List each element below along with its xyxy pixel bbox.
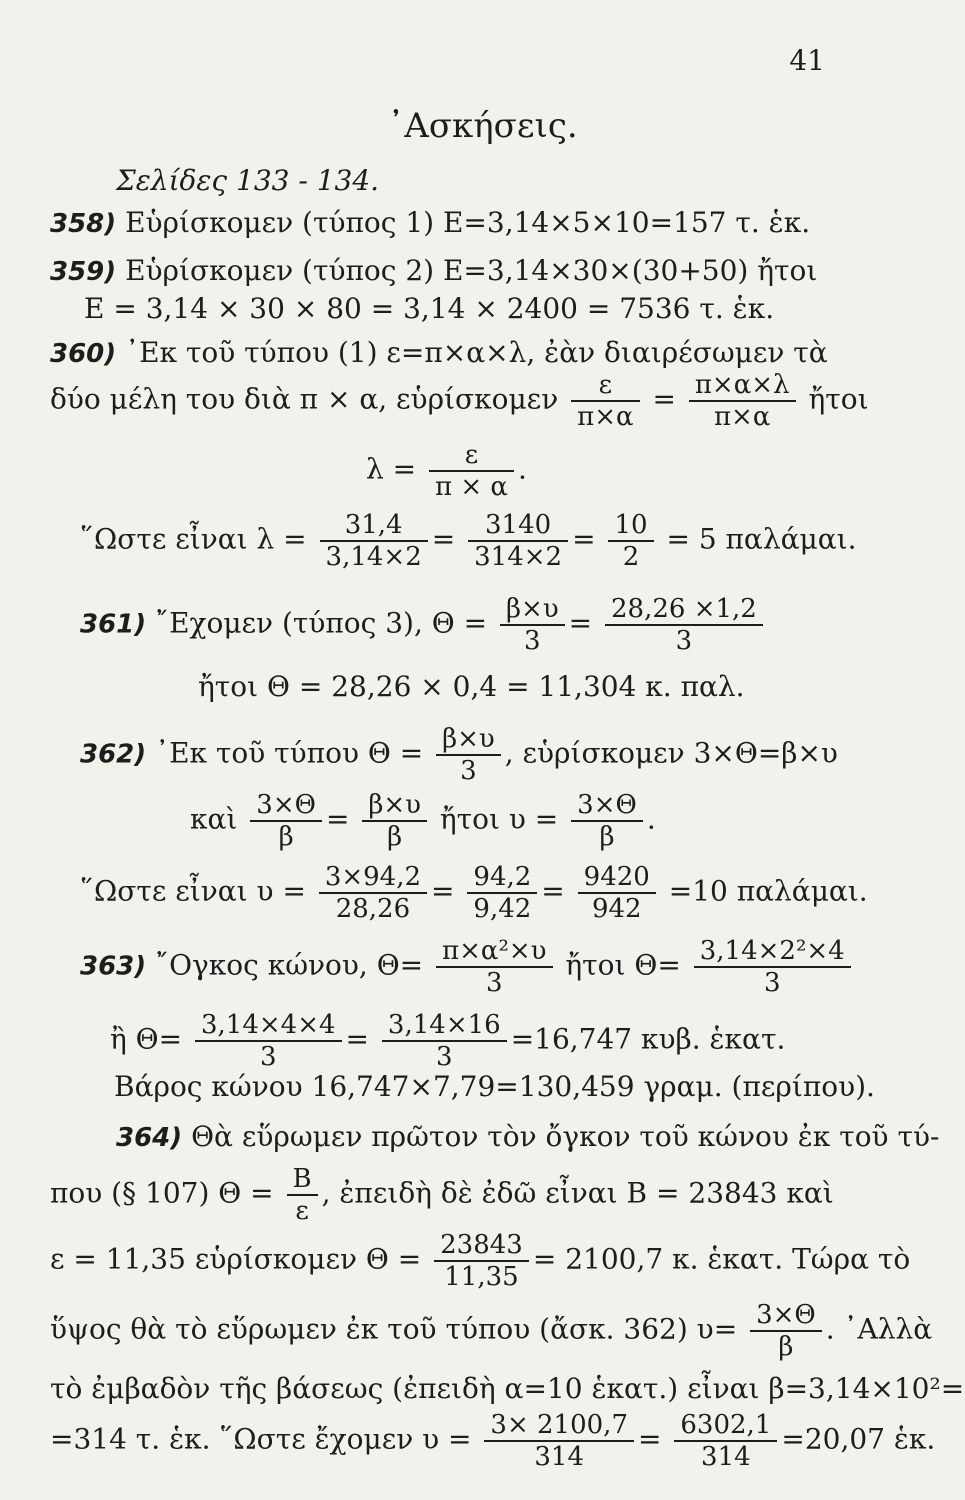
numerator: 28,26 ×1,2 xyxy=(605,594,763,626)
exercise-361-line2: ἤτοι Θ = 28,26 × 0,4 = 11,304 κ. παλ. xyxy=(198,670,745,703)
exercise-text: ᾿Εκ τοῦ τύπου (1) ε=π×α×λ, ἐὰν διαιρέσωμεν τὰ xyxy=(125,336,828,369)
numerator: 94,2 xyxy=(467,862,537,894)
denominator: 3,14×2 xyxy=(325,542,422,572)
exercise-number: 363) xyxy=(80,951,147,982)
text: ὕψος θὰ τὸ εὕρωμεν ἐκ τοῦ τύπου (ἄσκ. 362) υ= xyxy=(50,1312,738,1346)
text: ἤτοι υ = xyxy=(439,802,559,836)
text: ε = 11,35 εὑρίσκομεν Θ = xyxy=(50,1242,422,1276)
numerator: 31,4 xyxy=(320,510,428,542)
text: , ἐπειδὴ δὲ ἐδῶ εἶναι Β = 23843 καὶ xyxy=(321,1176,834,1210)
text: = 5 παλάμαι. xyxy=(666,522,857,556)
exercise-364-line3 xyxy=(50,1230,930,1292)
denominator: 3 xyxy=(763,968,781,998)
fraction xyxy=(320,510,428,572)
numerator: π×α×λ xyxy=(689,370,796,402)
denominator: 942 xyxy=(591,894,642,924)
equals: = xyxy=(652,382,676,416)
numerator: 9420 xyxy=(578,862,656,894)
exercise-364-line2 xyxy=(50,1164,930,1226)
fraction xyxy=(382,1010,507,1072)
page-number: 41 xyxy=(789,44,825,77)
exercise-364-line6: =314 τ. ἑκ. ῞Ωστε ἔχομεν υ = $\frac{3\times 2100,7}{314}$ = $\frac{6302,1}{314}$ =20,07 ἑκ. xyxy=(50,1410,936,1472)
fraction xyxy=(484,1410,634,1472)
exercise-360 xyxy=(50,336,930,369)
numerator: 3,14×2²×4 xyxy=(694,936,851,968)
exercise-363-line2: ἢ Θ= $\frac{3,14\times 4\times 4}{3}$ = $\frac{3,14\times 16}{3}$ =16,747 κυβ. ἑκατ. xyxy=(110,1010,786,1072)
numerator: 3×Θ xyxy=(250,790,322,822)
exercise-363-line3: Βάρος κώνου 16,747×7,79=130,459 γραμ. (περίπου). xyxy=(114,1070,875,1103)
exercise-text: Εὑρίσκομεν (τύπος 1) Ε=3,14×5×10=157 τ. ἑκ. xyxy=(125,206,811,239)
text: . ᾿Αλλὰ xyxy=(825,1312,933,1346)
denominator: 3 xyxy=(524,626,541,656)
numerator: 3×Θ xyxy=(571,790,643,822)
exercise-text: ῎Ογκος κώνου, Θ= xyxy=(155,948,424,982)
text: =10 παλάμαι. xyxy=(668,874,868,908)
exercise-361: 361) ῎Εχομεν (τύπος 3), Θ = $\frac{\beta\times\upsilon}{3}$ = $\frac{28,26 \times 1,2}{3}$ xyxy=(80,594,960,656)
fraction xyxy=(436,724,501,786)
denominator: 2 xyxy=(622,542,640,572)
fraction xyxy=(608,510,653,572)
denominator: 3 xyxy=(460,756,477,786)
numerator: β×υ xyxy=(436,724,501,756)
fraction xyxy=(694,936,851,998)
fraction xyxy=(605,594,763,656)
exercise-362 xyxy=(80,724,960,786)
fraction xyxy=(467,862,537,924)
numerator: 10 xyxy=(608,510,653,542)
text: καὶ xyxy=(190,802,238,836)
text: , εὑρίσκομεν 3×Θ=β×υ xyxy=(504,736,838,770)
exercise-number: 360) xyxy=(50,339,117,369)
text: = 2100,7 κ. ἑκατ. Τώρα τὸ xyxy=(532,1242,911,1276)
text: ἢ Θ= xyxy=(110,1022,183,1056)
numerator: 3×Θ xyxy=(750,1300,822,1332)
fraction xyxy=(434,1230,529,1292)
exercise-text: Θὰ εὕρωμεν πρῶτον τὸν ὄγκον τοῦ κώνου ἐκ τοῦ τύ- xyxy=(191,1120,940,1153)
denominator: 314×2 xyxy=(474,542,563,572)
fraction xyxy=(571,790,643,852)
numerator: 3,14×4×4 xyxy=(195,1010,342,1042)
exercise-number: 364) xyxy=(116,1123,183,1153)
numerator: 3140 xyxy=(468,510,568,542)
fraction xyxy=(468,510,568,572)
numerator: 3×94,2 xyxy=(319,862,427,894)
numerator: ε xyxy=(429,440,514,472)
exercise-364-line4 xyxy=(50,1300,933,1362)
lambda-result: ῞Ωστε εἶναι λ = $\frac{31,4}{3,14\times 2}$ = $\frac{3140}{314\times 2}$ = $\frac{10}{2}$ = 5 παλάμαι. xyxy=(80,510,857,572)
numerator: π×α²×υ xyxy=(436,936,552,968)
denominator: β xyxy=(278,822,294,852)
denominator: 314 xyxy=(534,1442,585,1472)
fraction xyxy=(674,1410,777,1472)
fraction xyxy=(750,1300,822,1362)
numerator: 3,14×16 xyxy=(382,1010,507,1042)
fraction xyxy=(287,1164,318,1226)
numerator: ε xyxy=(571,370,639,402)
text: ἤτοι xyxy=(808,382,869,416)
denominator: 3 xyxy=(436,1042,453,1072)
denominator: 314 xyxy=(701,1442,751,1472)
exercise-359-line2: Ε = 3,14 × 30 × 80 = 3,14 × 2400 = 7536 τ. ἑκ. xyxy=(84,292,775,325)
fraction xyxy=(436,936,552,998)
fraction xyxy=(362,790,427,852)
numerator: 3× 2100,7 xyxy=(484,1410,634,1442)
text: =20,07 ἑκ. xyxy=(781,1422,936,1456)
exercise-362-result: ῞Ωστε εἶναι υ = $\frac{3\times 94,2}{28,26}$ = $\frac{94,2}{9,42}$ = $\frac{9420}{942}$ =10 παλάμαι. xyxy=(80,862,868,924)
denominator: 11,35 xyxy=(444,1262,519,1292)
fraction xyxy=(578,862,656,924)
denominator: 3 xyxy=(486,968,503,998)
text: =314 τ. ἑκ. ῞Ωστε ἔχομεν υ = xyxy=(50,1422,472,1456)
text: λ = xyxy=(366,452,417,486)
numerator: β×υ xyxy=(500,594,565,626)
numerator: Β xyxy=(287,1164,318,1196)
fraction xyxy=(571,370,639,432)
pages-reference: Σελίδες 133 - 134. xyxy=(116,164,380,197)
fraction xyxy=(250,790,322,852)
fraction xyxy=(500,594,565,656)
text: που (§ 107) Θ = xyxy=(50,1176,274,1210)
exercise-364 xyxy=(116,1120,965,1153)
exercise-text: Εὑρίσκομεν (τύπος 2) Ε=3,14×30×(30+50) ἤτοι xyxy=(125,254,818,287)
exercise-360-line2 xyxy=(50,370,930,432)
text: ἤτοι Θ= xyxy=(565,948,681,982)
denominator: 9,42 xyxy=(473,894,532,924)
numerator: 6302,1 xyxy=(674,1410,777,1442)
denominator: 3 xyxy=(675,626,693,656)
text: ῞Ωστε εἶναι υ = xyxy=(80,874,306,908)
exercise-text: ῎Εχομεν (τύπος 3), Θ = xyxy=(155,606,488,640)
exercise-number: 358) xyxy=(50,209,117,239)
fraction xyxy=(689,370,796,432)
denominator: π×α xyxy=(577,402,634,432)
numerator: 23843 xyxy=(434,1230,529,1262)
fraction xyxy=(429,440,514,502)
lambda-equation xyxy=(366,440,965,502)
denominator: β xyxy=(778,1332,794,1362)
denominator: β xyxy=(387,822,403,852)
fraction xyxy=(319,862,427,924)
exercise-358 xyxy=(50,206,930,239)
denominator: ε xyxy=(295,1196,309,1226)
denominator: 28,26 xyxy=(335,894,411,924)
text: ῞Ωστε εἶναι λ = xyxy=(80,522,307,556)
denominator: π×α xyxy=(713,402,771,432)
exercise-number: 362) xyxy=(80,739,147,770)
numerator: β×υ xyxy=(362,790,427,822)
exercise-363 xyxy=(80,936,960,998)
text: =16,747 κυβ. ἑκατ. xyxy=(510,1022,786,1056)
exercise-text: ᾿Εκ τοῦ τύπου Θ = xyxy=(155,736,424,770)
exercise-number: 359) xyxy=(50,257,117,287)
denominator: β xyxy=(599,822,615,852)
exercise-362-line2: καὶ $\frac{3\times\Theta}{\beta}$ = $\frac{\beta\times\upsilon}{\beta}$ ἤτοι υ = $\frac{3\times\Theta}{\beta}$ . xyxy=(190,790,656,852)
fraction xyxy=(195,1010,342,1072)
exercise-359 xyxy=(50,254,930,287)
text: . xyxy=(517,452,527,486)
text: δύο μέλη του διὰ π × α, εὑρίσκομεν xyxy=(50,382,559,416)
page-title: ᾿Ασκήσεις. xyxy=(387,106,578,146)
exercise-number: 361) xyxy=(80,609,147,640)
exercise-364-line5: τὸ ἐμβαδὸν τῆς βάσεως (ἐπειδὴ α=10 ἑκατ.) εἶναι β=3,14×10²= xyxy=(50,1372,965,1405)
denominator: 3 xyxy=(260,1042,277,1072)
denominator: π × α xyxy=(435,472,508,502)
